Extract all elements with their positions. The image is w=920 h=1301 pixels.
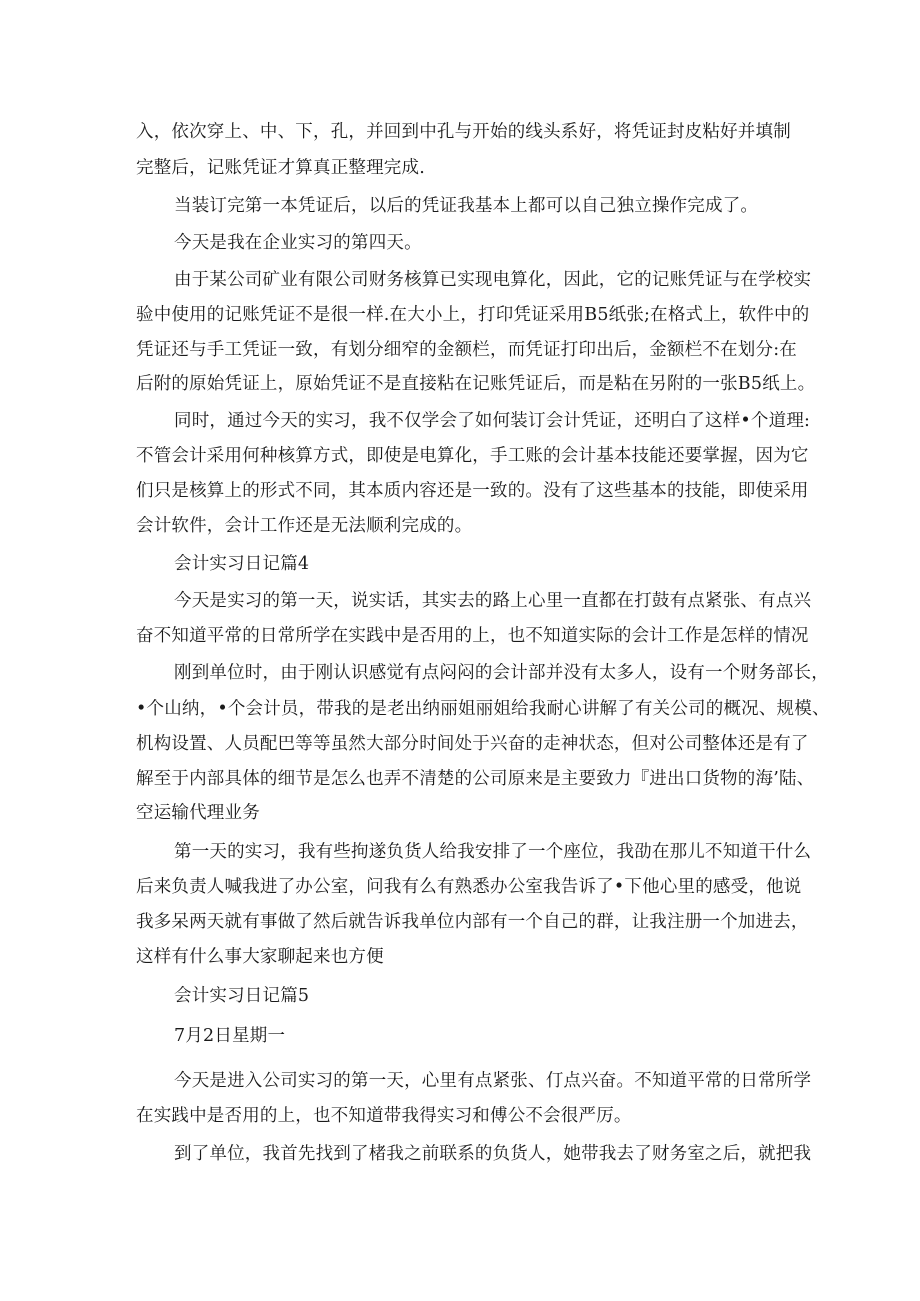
text-line-17: •个山纳，•个会计员，带我的是老出纳丽姐丽姐给我耐心讲解了有关公司的概况、规模、 [136,699,830,719]
text-line-2: 完整后，记账凭证才算真正整理完成. [136,158,425,178]
text-line-23: 我多呆两天就有事做了然后就告诉我单位内部有一个自己的群，让我注册一个加进去， [136,912,809,932]
text-line-6: 验中使用的记账凭证不是很一样.在大小上，打印凭证采用B5纸张;在格式上，软件中的 [136,305,810,325]
text-line-8: 后附的原始凭证上，原始凭证不是直接粘在记账凭证后，而是粘在另附的一张B5纸上。 [136,374,816,394]
text-line-5: 由于某公司矿业有限公司财务核算已实现电算化，因此，它的记账凭证与在学校实 [174,270,812,290]
text-line-10: 不管会计采用何种核算方式，即使是电算化，手工账的会计基本技能还要掌握，因为它 [136,446,809,466]
text-line-28: 在实践中是否用的上，也不知道带我得实习和傅公不会很严厉。 [136,1106,632,1126]
diary-date: 7月2日星期一 [174,1026,286,1046]
section-heading-5: 会计实习日记篇5 [174,986,310,1006]
text-line-18: 机构设置、人员配巴等等虽然大部分时间处于兴奋的走神状态，但对公司整体还是有了 [136,734,809,754]
text-line-27: 今天是进入公司实习的第一天，心里有点紧张、仃点兴奋。不知道平常的日常所学 [174,1071,812,1091]
text-line-11: 们只是核算上的形式不同，其本质内容还是一致的。没有了这些基本的技能，即使采用 [136,481,809,501]
text-line-1: 入，依次穿上、中、下，孔，并回到中孔与开始的线头系好，将凭证封皮粘好并填制 [136,122,791,142]
text-line-7: 凭证还与手工凭证一致，有划分细窄的金额栏，而凭证打印出后，金额栏不在划分:在 [136,340,797,360]
text-line-22: 后来负责人喊我进了办公室，问我有么有熟悉办公室我告诉了•下他心里的感受，他说 [136,877,802,897]
text-line-19: 解至于内部具体的细节是怎么也弄不清楚的公司原来是主要致力『进出口货物的海’陆、 [136,769,815,789]
text-line-29: 到了单位，我首先找到了楮我之前联系的负货人，她带我去了财务室之后，就把我 [174,1144,812,1164]
text-line-24: 这样有什么事大家聊起来也方便 [136,947,384,967]
text-line-3: 当装订完第一本凭证后，以后的凭证我基本上都可以自己独立操作完成了。 [174,196,759,216]
text-line-21: 第一天的实习，我有些拘遂负货人给我安排了一个座位，我劭在那儿不知道干什么 [174,842,812,862]
text-line-4: 今天是我在企业实习的第四天。 [174,233,422,253]
text-line-14: 今天是实习的第一天，说实话，其实去的路上心里一直都在打鼓有点紧张、有点兴 [174,591,812,611]
text-line-15: 奋不知道平常的日常所学在实践中是否用的上，也不知道实际的会计工作是怎样的情况 [136,626,809,646]
text-line-12: 会计软件，会计工作还是无法顺利完成的。 [136,516,473,536]
section-heading-4: 会计实习日记篇4 [174,554,310,574]
text-line-16: 刚到单位时，由于刚认识感觉有点闷闷的会计部并没有太多人，设有一个财务部长， [174,663,829,683]
text-line-9: 同时，通过今天的实习，我不仅学会了如何装订会计凭证，还明白了这样•个道理: [174,411,811,431]
text-line-20: 空运输代理业务 [136,803,260,823]
